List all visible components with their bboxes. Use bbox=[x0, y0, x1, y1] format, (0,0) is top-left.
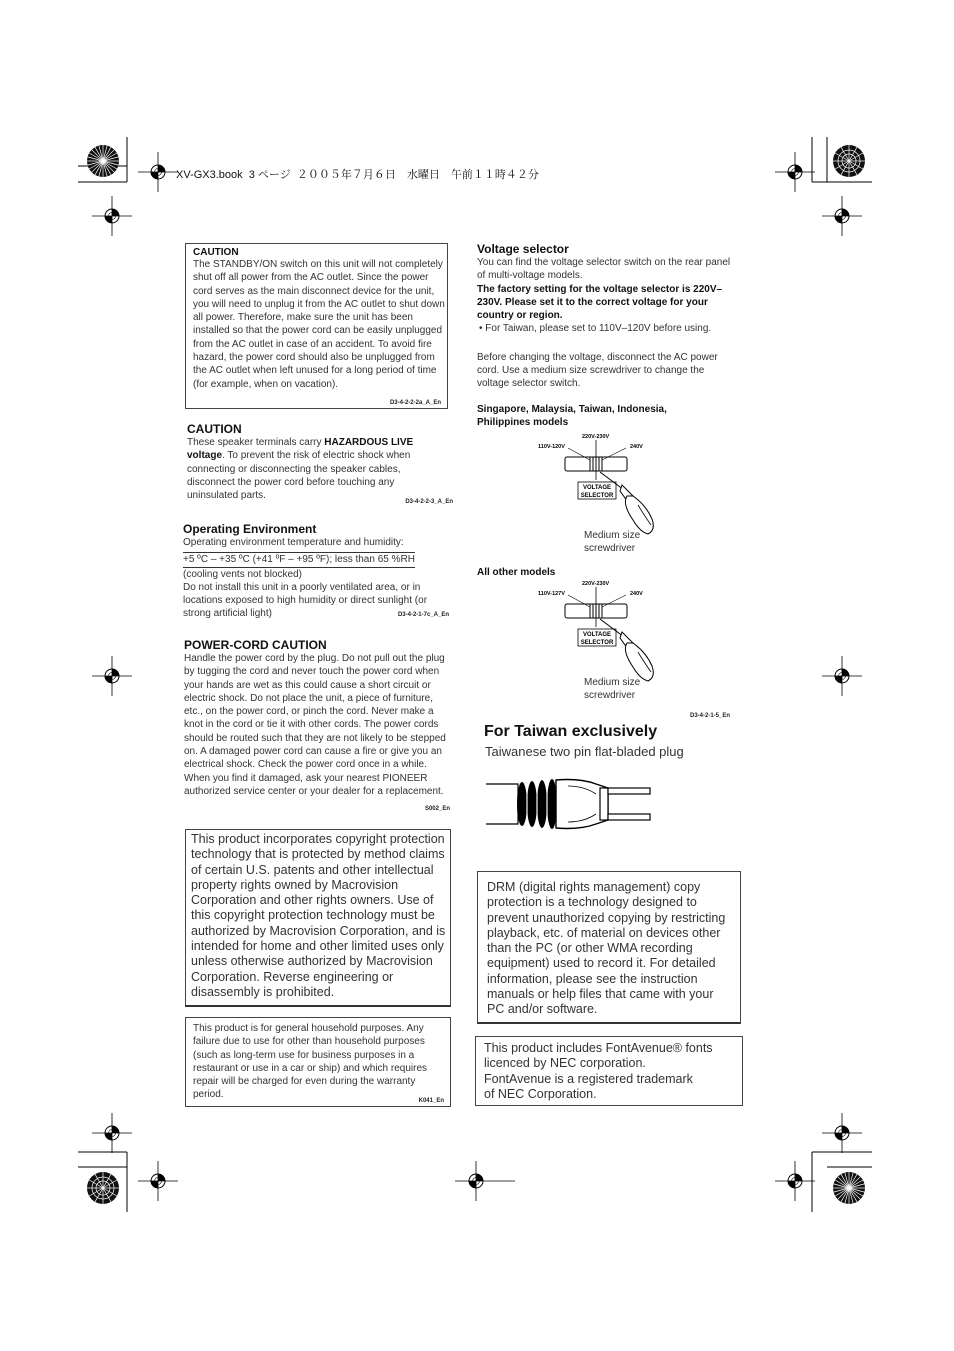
file-header-line: XV-GX3.book 3 ページ ２００５年７月６日 水曜日 午前１１時４２分 bbox=[176, 169, 539, 181]
voltage-selector-bold: The factory setting for the voltage selector is 220V–230V. Please set it to the correct voltage for your country or region. bbox=[477, 283, 723, 322]
taiwan-subtitle: Taiwanese two pin flat-bladed plug bbox=[485, 744, 684, 759]
power-cord-title: POWER-CORD CAUTION bbox=[184, 638, 327, 652]
caution-speaker-title: CAUTION bbox=[187, 422, 242, 436]
household-code: K041_En bbox=[418, 1098, 444, 1104]
caution-speaker-body-post: . To prevent the risk of electric shock when connecting or disconnecting the speaker cables, disconnect the power cord before touching any uninsulated parts. bbox=[187, 450, 411, 502]
caution-speaker-body bbox=[187, 436, 432, 502]
voltage-diagram-2-selector-l2: SELECTOR bbox=[580, 640, 614, 646]
caution-standby-title: CAUTION bbox=[193, 247, 239, 258]
fontavenue-line3: of NEC Corporation. bbox=[484, 1086, 597, 1101]
voltage-diagram-2-screwdriver bbox=[584, 676, 640, 703]
operating-environment-title: Operating Environment bbox=[183, 522, 317, 536]
voltage-diagram-1-selector-l2: SELECTOR bbox=[580, 493, 614, 499]
household-box bbox=[185, 1017, 451, 1107]
voltage-diagram-1-right-label: 240V bbox=[630, 444, 643, 450]
operating-environment-code: D3-4-2-1-7c_A_En bbox=[397, 612, 449, 618]
fontavenue-box bbox=[475, 1036, 743, 1106]
voltage-selector-line1: You can find the voltage selector switch on the rear panel of multi-voltage models. bbox=[477, 257, 731, 282]
voltage-selector-para2: Before changing the voltage, disconnect the AC power cord. Use a medium size screwdriver to change the voltage selector switch. bbox=[477, 351, 718, 390]
voltage-diagram-2-mid-label: 220V-230V bbox=[582, 581, 610, 587]
voltage-selector-bullet: • For Taiwan, please set to 110V–120V before using. bbox=[479, 323, 712, 335]
voltage-diagram-2-selector-l1: VOLTAGE bbox=[582, 632, 612, 638]
voltage-code: D3-4-2-1-5_En bbox=[690, 713, 731, 719]
caution-standby-body: The STANDBY/ON switch on this unit will not completely shut off all power from the AC outlet. Since the power cord serves as the main disconnect device for the unit, you will need to unplug it from the AC outlet to shut down all power. Therefore, make sure the unit has been installed so that the power cord can be easily unplugged from the AC outlet in case of an accident. To avoid fire hazard, the power cord should also be unplugged from the AC outlet when left unused for a long period of time (for example, when on vacation). bbox=[193, 259, 445, 390]
drm-body: DRM (digital rights management) copy protection is a technology designed to prevent unauthorized copying by restricting playback, etc. of material on devices other than the PC (or other WMA recording equipment) used to record it. For detailed information, please see the instruction manuals or help files that came with your PC and/or software. bbox=[487, 880, 726, 1017]
caution-standby-code: D3-4-2-2-2a_A_En bbox=[389, 400, 441, 406]
caution-speaker-section bbox=[187, 422, 453, 506]
voltage-diagram-2-left-label: 110V-127V bbox=[538, 591, 565, 597]
voltage-diagram-2-right-label: 240V bbox=[630, 591, 643, 597]
voltage-diagram-1-screwdriver-l2: screwdriver bbox=[584, 543, 636, 555]
caution-standby-box bbox=[185, 243, 448, 409]
caution-speaker-code: D3-4-2-2-3_A_En bbox=[405, 499, 453, 505]
fontavenue-line2: FontAvenue is a registered trademark bbox=[484, 1071, 693, 1086]
macrovision-box bbox=[185, 829, 451, 1007]
voltage-diagram-1-screwdriver-l1: Medium size bbox=[584, 530, 641, 541]
power-cord-code: S002_En bbox=[424, 806, 450, 812]
drm-box bbox=[477, 871, 741, 1024]
operating-environment-section bbox=[183, 522, 451, 618]
voltage-diagram-1-selector-l1: VOLTAGE bbox=[582, 485, 612, 491]
taiwan-title: For Taiwan exclusively bbox=[484, 723, 658, 740]
household-body: This product is for general household purposes. Any failure due to use for other than household purposes (such as long-term use for business purposes in a restaurant or use in a car or ship) and which requires repair will be charged for even during the warranty period. bbox=[193, 1023, 428, 1101]
caution-speaker-body-bold: HAZARDOUS LIVE voltage bbox=[187, 437, 414, 462]
voltage-selector-title: Voltage selector bbox=[477, 242, 569, 256]
power-cord-section bbox=[184, 638, 452, 814]
power-cord-body: Handle the power cord by the plug. Do not pull out the plug by tugging the cord and never touch the power cord when your hands are wet as this could cause a short circuit or electric shock. Do not place the unit, a piece of furniture, etc., on the power cord, or pinch the cord. Never make a knot in the cord or tie it with other cords. The power cords should be routed such that they are not likely to be stepped on. A damaged power cord can cause a fire or give you an electrical shock. Check the power cord once in a while. When you find it damaged, ask your nearest PIONEER authorized service center or your dealer for a replacement. bbox=[184, 653, 446, 797]
voltage-diagram-1-screwdriver bbox=[584, 529, 640, 556]
voltage-diagram-2-screwdriver-l1: Medium size bbox=[584, 677, 641, 688]
macrovision-body: This product incorporates copyright protection technology that is protected by method claims of certain U.S. patents and other intellectual property rights owned by Macrovision Corporation and other rights owners. Use of this copyright protection technology must be authorized by Macrovision Corporation, and is intended for home and other limited uses only unless otherwise authorized by Macrovision Corporation. Reverse engineering or disassembly is prohibited. bbox=[191, 832, 446, 999]
voltage-diagram-1-left-label: 110V-120V bbox=[538, 444, 565, 450]
operating-environment-line1: Operating environment temperature and humidity: bbox=[183, 537, 404, 548]
operating-environment-line4: Do not install this unit in a poorly ventilated area, or in locations exposed to high humidity or direct sunlight (or strong artificial light) bbox=[183, 581, 428, 620]
operating-environment-temp: +5 ºC – +35 ºC (+41 ºF – +95 ºF); less than 65 %RH bbox=[183, 552, 415, 567]
flat-blade-plug-illustration bbox=[484, 772, 656, 842]
operating-environment-line3: (cooling vents not blocked) bbox=[183, 568, 302, 580]
caution-speaker-body-pre: These speaker terminals carry bbox=[187, 437, 325, 448]
voltage-diagram-1-mid-label: 220V-230V bbox=[582, 434, 610, 440]
fontavenue-line1: This product includes FontAvenue® fonts licenced by NEC corporation. bbox=[484, 1041, 713, 1071]
voltage-model2-title: All other models bbox=[477, 567, 556, 578]
voltage-diagram-2-screwdriver-l2: screwdriver bbox=[584, 690, 636, 702]
voltage-selector-section bbox=[477, 242, 739, 429]
voltage-model1-title: Singapore, Malaysia, Taiwan, Indonesia, Philippines models bbox=[477, 403, 667, 428]
